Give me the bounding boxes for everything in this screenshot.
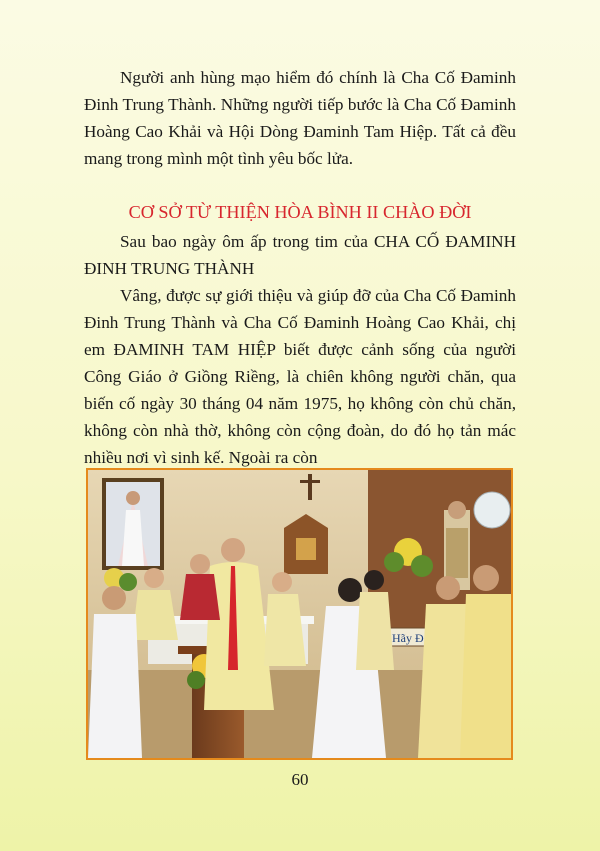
paragraph: Vâng, được sự giới thiệu và giúp đỡ của Cha Cố Đaminh Đinh Trung Thành và Cha Cố Đaminh Hoàng Cao Khải, chị em ĐAMINH TAM HIỆP biết được cảnh sống của người Công Giáo ở Giồng Riềng, là chiên không người chăn, qua biến cố ngày 30 tháng 04 năm 1975, họ không còn chủ chăn, không còn nhà thờ, không còn cộng đoàn, do đó họ tản mác nhiều nơi vì sinh kế. Ngoài ra còn [84,286,516,467]
paragraph: Sau bao ngày ôm ấp trong tim của CHA CỐ ĐAMINH ĐINH TRUNG THÀNH [84,232,516,278]
banner-text: Hãy Đ [392,631,424,645]
mass-photo-illustration [88,470,511,758]
intro-text-block [84,64,516,172]
mass-photo [86,468,513,760]
page-number: 60 [291,770,309,789]
body-text-block [84,228,516,471]
section-heading: CƠ SỞ TỪ THIỆN HÒA BÌNH II CHÀO ĐỜI [128,202,472,222]
paragraph: Người anh hùng mạo hiểm đó chính là Cha Cố Đaminh Đinh Trung Thành. Những người tiếp bước là Cha Cố Đaminh Hoàng Cao Khải và Hội Dòng Đaminh Tam Hiệp. Tất cả đều mang trong mình một tình yêu bốc lửa. [84,68,516,168]
